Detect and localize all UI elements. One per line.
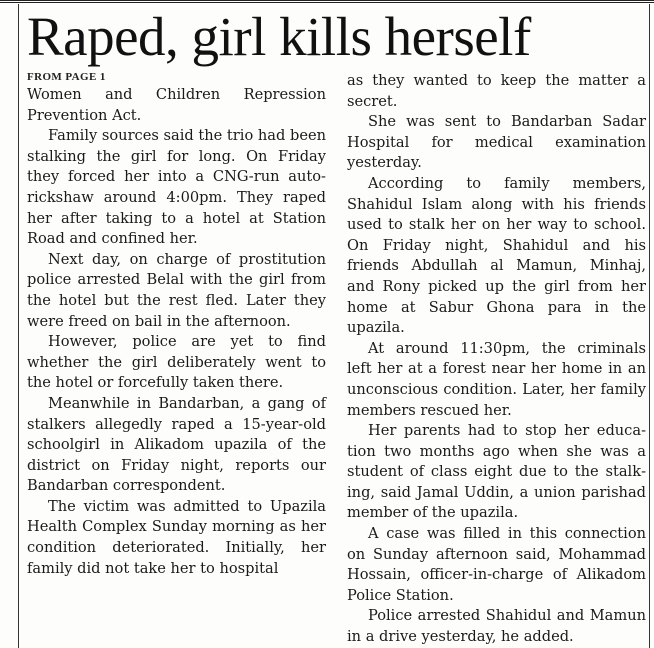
paragraph: The victim was admitted to Upazila Health Complex Sunday morning as her condition deteriorated. Initially, her family did not take her to hospital (27, 497, 326, 577)
headline: Raped, girl kills herself (27, 6, 531, 67)
left-rule (18, 4, 19, 648)
paragraph: Next day, on charge of prostitution police arrested Belal with the girl from the hotel but the rest fled. Later they were freed on bail in the afternoon. (27, 250, 326, 330)
paragraph: A case was filled in this connection on Sunday afternoon said, Mohammad Hossain, officer-in-charge of Alikadom Police Station. (347, 525, 646, 604)
paragraph: Police arrested Shahidul and Mamun in a drive yesterday, he added. (347, 607, 646, 646)
paragraph: According to family members, Shahidul Islam along with his friends used to stalk her on her way to school. On Friday night, Shahidul and his friends Abdullah al Mamun, Minhaj, and Rony picked up the girl from her home at Sabur Ghona para in the upazila. (347, 174, 646, 337)
right-rule (649, 4, 650, 648)
paragraph: as they wanted to keep the matter a secret. (347, 72, 646, 110)
paragraph: Meanwhile in Bandarban, a gang of stalkers allegedly raped a 15-year-old schoolgirl in Alikadom upazila of the district on Friday night, reports our Bandarban correspondent. (27, 394, 326, 495)
paragraph: At around 11:30pm, the criminals left her at a forest near her home in an unconscious condition. Later, her family members rescued her. (347, 339, 646, 419)
paragraph: She was sent to Bandarban Sadar Hospital for medical examination yesterday. (347, 113, 646, 172)
article-column-1 (27, 71, 326, 579)
article-column-2 (347, 71, 646, 648)
byline: FROM PAGE 1 (27, 71, 106, 83)
paragraph: Her parents had to stop her education two months ago when she was a student of class eight due to the stalking, said Jamal Uddin, a union parishad member of the upazila. (347, 422, 646, 522)
paragraph: Family sources said the trio had been stalking the girl for long. On Friday they forced her into a CNG-run auto-rickshaw around 4:00pm. They raped her after taking to a hotel at Station Road and confined her. (27, 127, 326, 248)
paragraph: Women and Children Repression Prevention Act. (27, 86, 326, 124)
paragraph: However, police are yet to find whether the girl deliberately went to the hotel or forcefully taken there. (27, 333, 326, 392)
